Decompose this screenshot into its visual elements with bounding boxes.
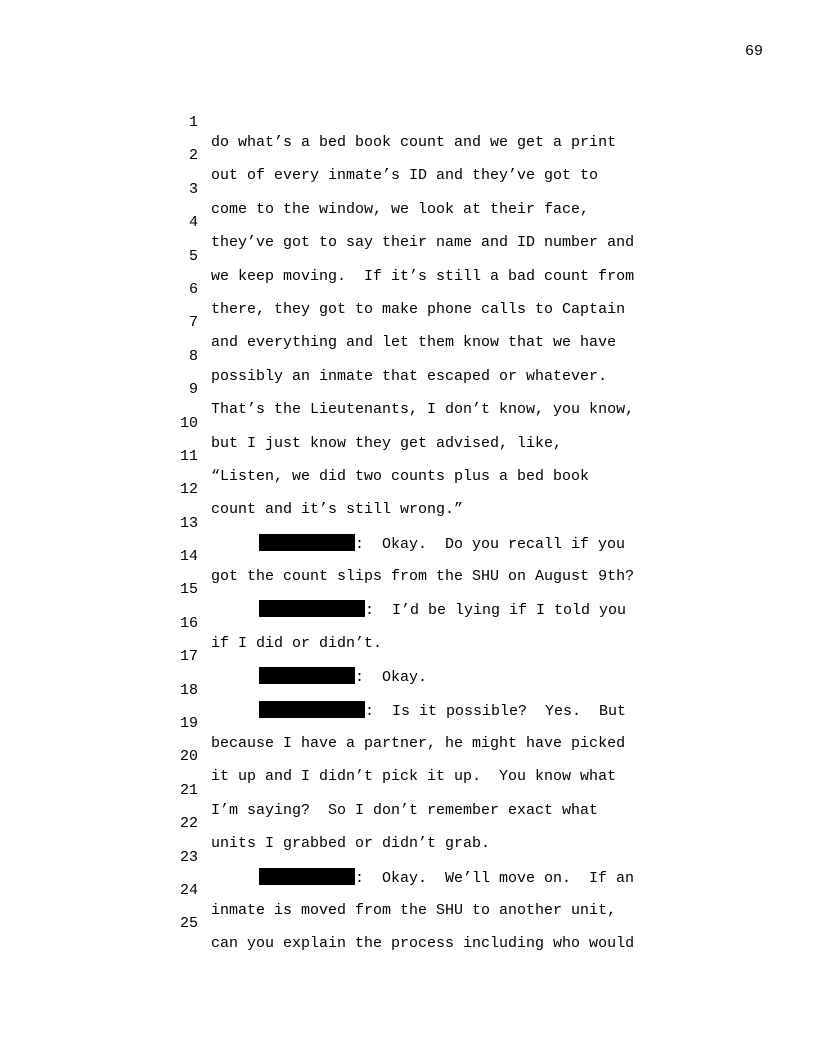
transcript-line-22 <box>174 794 774 853</box>
line-text: count and it’s still wrong.” <box>211 501 464 519</box>
line-text: got the count slips from the SHU on August 9th? <box>211 568 635 586</box>
transcript-line-11 <box>174 427 774 485</box>
speaker-utterance: : Okay. Do you recall if you <box>355 535 626 553</box>
transcript-line-19 <box>174 694 774 753</box>
transcript-line-12 <box>174 460 774 519</box>
page-number: 69 <box>744 43 763 60</box>
line-text: come to the window, we look at their face, <box>211 200 590 218</box>
transcript-line-20 <box>174 727 774 786</box>
transcript-line-14 <box>174 527 774 586</box>
line-text: do what’s a bed book count and we get a print <box>211 134 617 151</box>
line-number: 18 <box>179 681 198 699</box>
transcript-line-1 <box>174 93 774 151</box>
line-text: inmate is moved from the SHU to another unit, <box>211 901 617 919</box>
line-text: can you explain the process including who would <box>211 935 635 953</box>
line-number: 19 <box>179 715 198 733</box>
transcript-body <box>174 93 774 953</box>
line-number: 7 <box>188 314 198 332</box>
transcript-line-13 <box>174 494 774 553</box>
speaker-utterance: : I’d be lying if I told you <box>365 602 627 620</box>
line-text: because I have a partner, he might have picked <box>211 735 626 753</box>
line-number: 11 <box>179 447 198 465</box>
line-number: 10 <box>179 414 198 432</box>
line-number: 15 <box>179 581 198 599</box>
line-number: 21 <box>179 781 198 799</box>
transcript-line-25 <box>174 894 774 953</box>
transcript-line-5 <box>174 227 774 285</box>
line-number: 22 <box>179 815 198 833</box>
transcript-line-17 <box>174 627 774 687</box>
line-text: there, they got to make phone calls to Captain <box>211 300 626 318</box>
line-number: 6 <box>188 280 198 298</box>
transcript-line-4 <box>174 193 774 252</box>
line-number: 16 <box>179 614 198 632</box>
line-number: 2 <box>188 147 198 165</box>
transcript-line-9 <box>174 360 774 419</box>
line-text: out of every inmate’s ID and they’ve got to <box>211 167 599 185</box>
transcript-line-23 <box>174 828 774 887</box>
line-text: but I just know they get advised, like, <box>211 434 563 452</box>
line-text: “Listen, we did two counts plus a bed book <box>211 467 590 485</box>
transcript-line-16 <box>174 594 774 652</box>
line-text: I’m saying? So I don’t remember exact what <box>211 801 599 819</box>
transcript-line-2 <box>174 126 774 185</box>
line-number: 1 <box>188 114 198 131</box>
transcript-line-15 <box>174 560 774 620</box>
speaker-utterance: : Okay. <box>355 669 428 687</box>
line-text: they’ve got to say their name and ID number and <box>211 234 635 252</box>
line-text: That’s the Lieutenants, I don’t know, you know, <box>211 401 635 419</box>
speaker-utterance: : Is it possible? Yes. But <box>365 702 627 720</box>
line-number: 23 <box>179 848 198 866</box>
transcript-line-8 <box>174 327 774 385</box>
line-number: 3 <box>188 180 198 198</box>
line-number: 4 <box>188 214 198 232</box>
line-text: possibly an inmate that escaped or whatever. <box>211 367 608 385</box>
line-number: 14 <box>179 548 198 566</box>
line-number: 20 <box>179 748 198 766</box>
line-number: 25 <box>179 915 198 933</box>
line-text: if I did or didn’t. <box>211 634 383 652</box>
line-number: 12 <box>179 481 198 499</box>
speaker-utterance: : Okay. We’ll move on. If an <box>355 869 635 887</box>
line-text: units I grabbed or didn’t grab. <box>211 835 491 853</box>
line-number: 24 <box>179 881 198 899</box>
line-number: 9 <box>188 381 198 399</box>
line-text: it up and I didn’t pick it up. You know what <box>211 768 617 786</box>
transcript-line-10 <box>174 394 774 452</box>
transcript-line-24 <box>174 861 774 919</box>
transcript-line-3 <box>174 160 774 218</box>
transcript-line-7 <box>174 293 774 352</box>
line-text: and everything and let them know that we have <box>211 334 617 352</box>
line-number: 13 <box>179 514 198 532</box>
line-text: we keep moving. If it’s still a bad count from <box>211 267 635 285</box>
line-number: 5 <box>188 247 198 265</box>
transcript-line-18 <box>174 661 774 720</box>
transcript-line-6 <box>174 260 774 318</box>
line-number: 8 <box>188 347 198 365</box>
transcript-line-21 <box>174 761 774 819</box>
line-number: 17 <box>179 648 198 666</box>
